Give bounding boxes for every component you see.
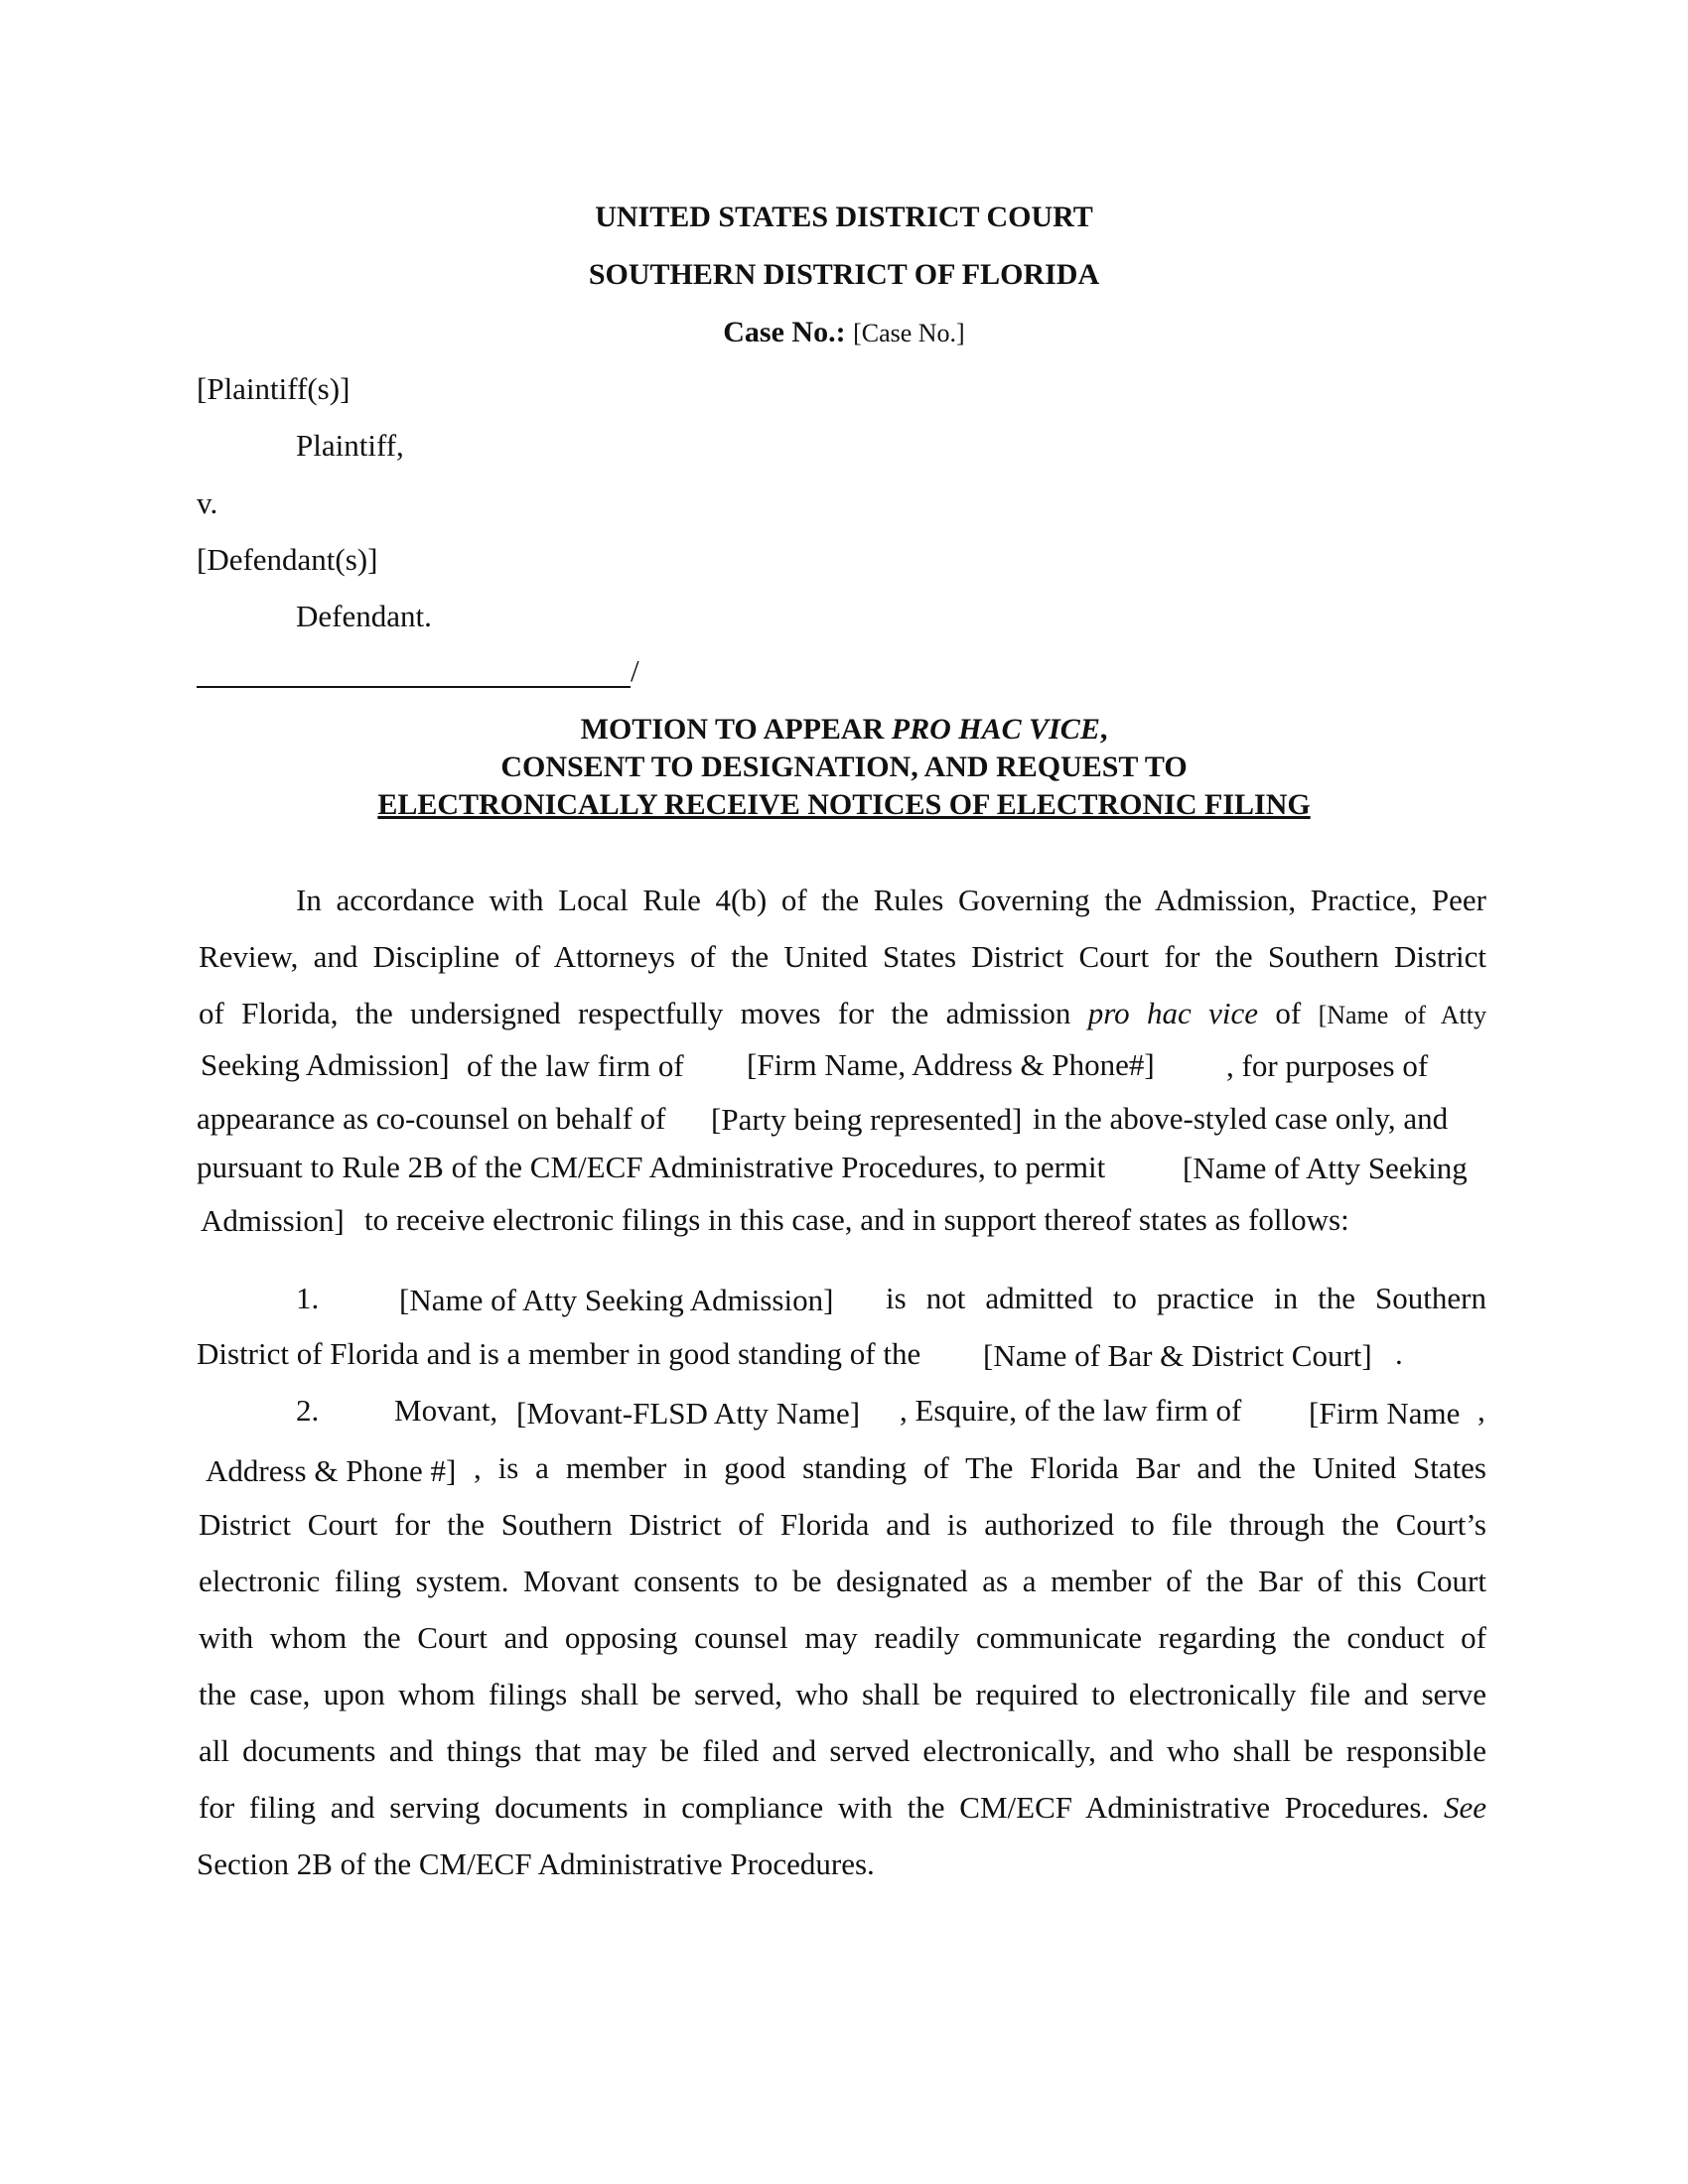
item2-l1b: , Esquire, of the law firm of bbox=[900, 1393, 1242, 1428]
item1-line-2: District of Florida and is a member in good standing of the bbox=[197, 1336, 921, 1371]
item2-line-4: electronic filing system. Movant consents to be designated as a member of the Bar of this Court bbox=[199, 1564, 1486, 1598]
item2-line-3: District Court for the Southern District of Florida and is authorized to file through the Court’s bbox=[199, 1507, 1486, 1542]
item2-l8a: for filing and serving documents in compliance with the CM/ECF Administrative Procedures. bbox=[199, 1790, 1430, 1825]
caption-slash: / bbox=[631, 653, 639, 688]
defendant-name: [Defendant(s)] bbox=[197, 542, 378, 577]
item1-atty-placeholder: [Name of Atty Seeking Admission] bbox=[399, 1283, 834, 1317]
movant-address-placeholder: Address & Phone #] bbox=[206, 1453, 457, 1488]
item2-line-5: with whom the Court and opposing counsel may readily communicate regarding the conduct of bbox=[199, 1620, 1486, 1655]
defendant-role: Defendant. bbox=[296, 599, 432, 633]
plaintiff-role: Plaintiff, bbox=[296, 428, 404, 463]
item2-movant: Movant, bbox=[394, 1393, 498, 1428]
see-italic: See bbox=[1443, 1790, 1486, 1825]
item2-line-7: all documents and things that may be filed and served electronically, and who shall be responsible bbox=[199, 1733, 1486, 1768]
case-number-label: Case No.: bbox=[723, 316, 846, 348]
pro-hac-vice-italic: pro hac vice bbox=[1087, 996, 1259, 1030]
item2-comma: , bbox=[1477, 1393, 1485, 1428]
plaintiff-name: [Plaintiff(s)] bbox=[197, 371, 351, 406]
item1-end: . bbox=[1395, 1336, 1403, 1371]
atty-name-placeholder-cont: Seeking Admission] bbox=[201, 1047, 450, 1082]
intro-l5b: in the above-styled case only, and bbox=[1033, 1101, 1449, 1136]
case-number-line bbox=[0, 316, 1688, 349]
intro-l5a: appearance as co-counsel on behalf of bbox=[197, 1101, 666, 1136]
motion-title-line3: ELECTRONICALLY RECEIVE NOTICES OF ELECTRONIC FILING bbox=[377, 788, 1311, 821]
item2-line-9: Section 2B of the CM/ECF Administrative Procedures. bbox=[197, 1846, 875, 1881]
item1-bar-placeholder: [Name of Bar & District Court] bbox=[983, 1338, 1372, 1373]
item2-line-6: the case, upon whom filings shall be served, who shall be required to electronically file and serve bbox=[199, 1677, 1486, 1711]
title-italic: PRO HAC VICE bbox=[891, 713, 1100, 746]
item2-line-2: , is a member in good standing of The Florida Bar and the United States bbox=[474, 1450, 1486, 1485]
case-number-placeholder: [Case No.] bbox=[853, 319, 965, 347]
item2-number: 2. bbox=[296, 1393, 320, 1428]
intro-l4b: , for purposes of bbox=[1226, 1048, 1429, 1083]
intro-line-7: to receive electronic filings in this case, and in support thereof states as follows: bbox=[364, 1202, 1349, 1237]
item1-line-1: is not admitted to practice in the Southern bbox=[886, 1281, 1486, 1315]
intro-l3a: of Florida, the undersigned respectfully moves for the admission bbox=[199, 996, 1071, 1030]
intro-l3c: of bbox=[1275, 996, 1302, 1030]
intro-l6a: pursuant to Rule 2B of the CM/ECF Administrative Procedures, to permit bbox=[197, 1150, 1106, 1184]
court-name: UNITED STATES DISTRICT COURT bbox=[595, 201, 1093, 233]
title-post: , bbox=[1099, 713, 1108, 746]
intro-line-1: In accordance with Local Rule 4(b) of the Rules Governing the Admission, Practice, Peer bbox=[296, 883, 1486, 917]
motion-title-line2: CONSENT TO DESIGNATION, AND REQUEST TO bbox=[500, 751, 1188, 783]
court-district: SOUTHERN DISTRICT OF FLORIDA bbox=[588, 258, 1100, 291]
party-placeholder: [Party being represented] bbox=[711, 1102, 1023, 1137]
intro-l4a: of the law firm of bbox=[467, 1048, 684, 1083]
title-pre: MOTION TO APPEAR bbox=[580, 713, 892, 746]
atty-name-placeholder: [Name of Atty bbox=[1318, 1001, 1486, 1029]
firm-placeholder: [Firm Name, Address & Phone#] bbox=[747, 1047, 1155, 1082]
item1-number: 1. bbox=[296, 1281, 320, 1315]
movant-name-placeholder: [Movant-FLSD Atty Name] bbox=[516, 1396, 861, 1431]
versus: v. bbox=[197, 485, 218, 520]
atty-seeking-placeholder: [Name of Atty Seeking bbox=[1183, 1151, 1468, 1185]
motion-title-line1 bbox=[0, 713, 1688, 747]
movant-firm-placeholder: [Firm Name bbox=[1309, 1396, 1461, 1431]
admission-placeholder: Admission] bbox=[201, 1203, 345, 1238]
intro-line-3 bbox=[199, 996, 1486, 1031]
item2-line-8 bbox=[199, 1790, 1486, 1826]
caption-divider-line bbox=[197, 686, 631, 688]
intro-line-2: Review, and Discipline of Attorneys of the United States District Court for the Southern District bbox=[199, 939, 1486, 974]
